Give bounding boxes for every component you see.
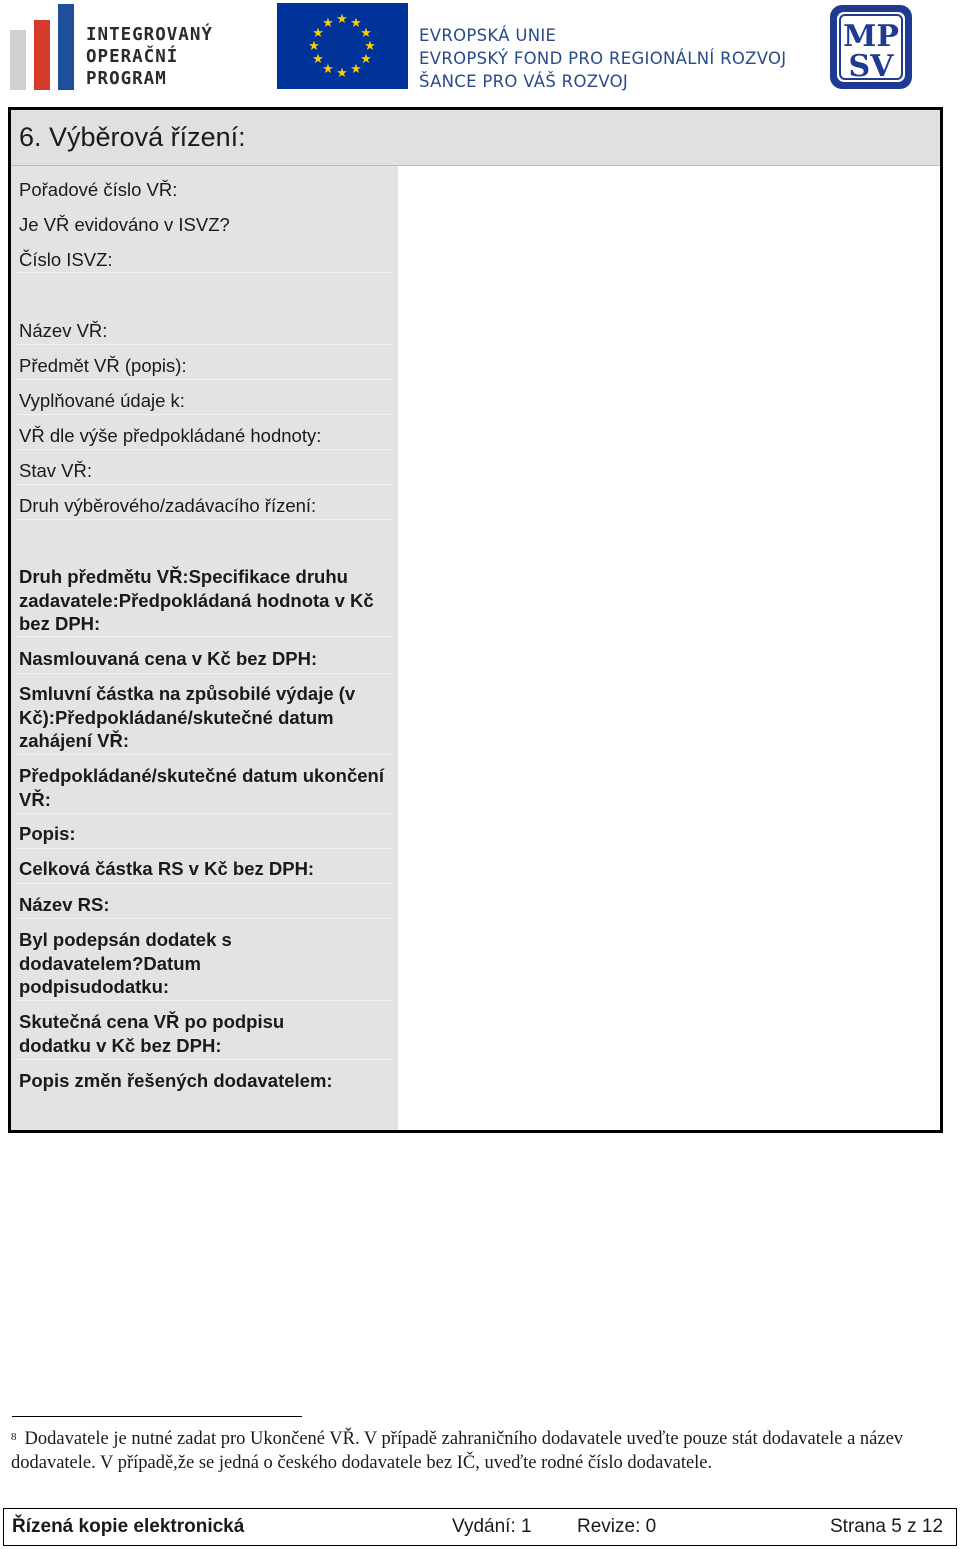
svg-text:★: ★ <box>336 12 348 27</box>
label-by-estimated-value: VŘ dle výše předpokládané hodnoty: <box>19 425 322 446</box>
row-separator <box>15 918 391 919</box>
row-separator <box>15 636 391 637</box>
label-changes-description: Popis změn řešených dodavatelem: <box>19 1070 333 1091</box>
label-description: Popis: <box>19 823 76 844</box>
label-actual-price-after-amendment: Skutečná cena VŘ po podpisu dodatku v Kč bez DPH: <box>19 1011 285 1056</box>
label-rs-total-amount: Celková částka RS v Kč bez DPH: <box>19 858 315 879</box>
svg-text:★: ★ <box>364 39 376 54</box>
row-separator <box>15 344 391 345</box>
svg-text:★: ★ <box>350 62 362 77</box>
eu-text <box>419 24 786 93</box>
eu-line: EVROPSKÝ FOND PRO REGIONÁLNÍ ROZVOJ <box>419 49 787 68</box>
eu-line: EVROPSKÁ UNIE <box>419 26 557 45</box>
iop-logo-line: PROGRAM <box>86 69 167 89</box>
form-title-bar <box>11 110 940 166</box>
row-separator <box>15 272 391 273</box>
label-sequence-number: Pořadové číslo VŘ: <box>19 179 178 200</box>
label-tender-name: Název VŘ: <box>19 320 108 341</box>
label-tender-status: Stav VŘ: <box>19 460 92 481</box>
label-subject: Předmět VŘ (popis): <box>19 355 187 376</box>
label-rs-name: Název RS: <box>19 894 110 915</box>
label-amendment-signed: Byl podepsán dodatek s dodavatelem?Datum podpisudodatku: <box>19 929 232 997</box>
label-end-date: Předpokládané/skutečné datum ukončení VŘ: <box>19 765 384 810</box>
footnote-number: 8 <box>11 1431 17 1443</box>
row-separator <box>15 848 391 849</box>
row-separator <box>15 519 391 520</box>
mpsv-logo <box>829 4 913 90</box>
footer-revision: Revize: 0 <box>577 1516 657 1537</box>
row-separator <box>15 414 391 415</box>
footer-edition: Vydání: 1 <box>452 1516 532 1537</box>
footer-copy-type: Řízená kopie elektronická <box>12 1516 245 1537</box>
iop-logo <box>10 4 242 90</box>
row-separator <box>15 484 391 485</box>
row-separator <box>15 673 391 674</box>
svg-text:★: ★ <box>322 62 334 77</box>
svg-text:★: ★ <box>350 16 362 31</box>
svg-text:★: ★ <box>312 26 324 41</box>
iop-logo-line: OPERAČNÍ <box>86 47 179 67</box>
svg-text:★: ★ <box>360 52 372 67</box>
value-column <box>398 166 940 1130</box>
svg-text:★: ★ <box>308 39 320 54</box>
label-procedure-type: Druh výběrového/zadávacího řízení: <box>19 495 317 516</box>
svg-text:SV: SV <box>848 49 894 84</box>
page-footer <box>3 1508 957 1546</box>
footnote-rule <box>12 1416 302 1417</box>
svg-text:★: ★ <box>360 26 372 41</box>
row-separator <box>15 813 391 814</box>
svg-text:★: ★ <box>336 66 348 81</box>
iop-logo-bars-icon <box>10 4 80 90</box>
page-header <box>0 0 960 100</box>
row-separator <box>15 379 391 380</box>
svg-text:MP: MP <box>843 19 899 54</box>
label-isvz-registered: Je VŘ evidováno v ISVZ? <box>19 214 230 235</box>
row-separator <box>15 449 391 450</box>
svg-text:★: ★ <box>312 52 324 67</box>
tender-form <box>8 107 943 1133</box>
footnote <box>11 1428 941 1475</box>
iop-logo-text <box>86 24 213 90</box>
eu-line: ŠANCE PRO VÁŠ ROZVOJ <box>419 72 629 91</box>
iop-logo-line: INTEGROVANÝ <box>86 25 213 45</box>
label-contract-amount-start-date: Smluvní částka na způsobilé výdaje (v Kč):Předpokládané/skutečné datum zahájení VŘ: <box>19 683 356 751</box>
svg-text:★: ★ <box>322 16 334 31</box>
label-contracted-price: Nasmlouvaná cena v Kč bez DPH: <box>19 648 318 669</box>
label-column <box>11 166 398 1130</box>
row-separator <box>15 883 391 884</box>
row-separator <box>15 1000 391 1001</box>
label-subject-type-estimated-value: Druh předmětu VŘ:Specifikace druhu zadavatele:Předpokládaná hodnota v Kč bez DPH: <box>19 566 374 634</box>
footnote-text: Dodavatele je nutné zadat pro Ukončené VŘ. V případě zahraničního dodavatele uveďte pouze stát dodavatele a název dodavatele. V případě,že se jedná o českého dodavatele bez IČ, uveďte rodné číslo dodavatele. <box>11 1429 904 1473</box>
footer-page-number: Strana 5 z 12 <box>830 1516 944 1537</box>
row-separator <box>15 754 391 755</box>
label-isvz-number: Číslo ISVZ: <box>19 249 113 270</box>
label-filled-data: Vyplňované údaje k: <box>19 390 185 411</box>
row-separator <box>15 1059 391 1060</box>
form-title: 6. Výběrová řízení: <box>19 122 246 152</box>
eu-flag-icon <box>277 3 408 89</box>
